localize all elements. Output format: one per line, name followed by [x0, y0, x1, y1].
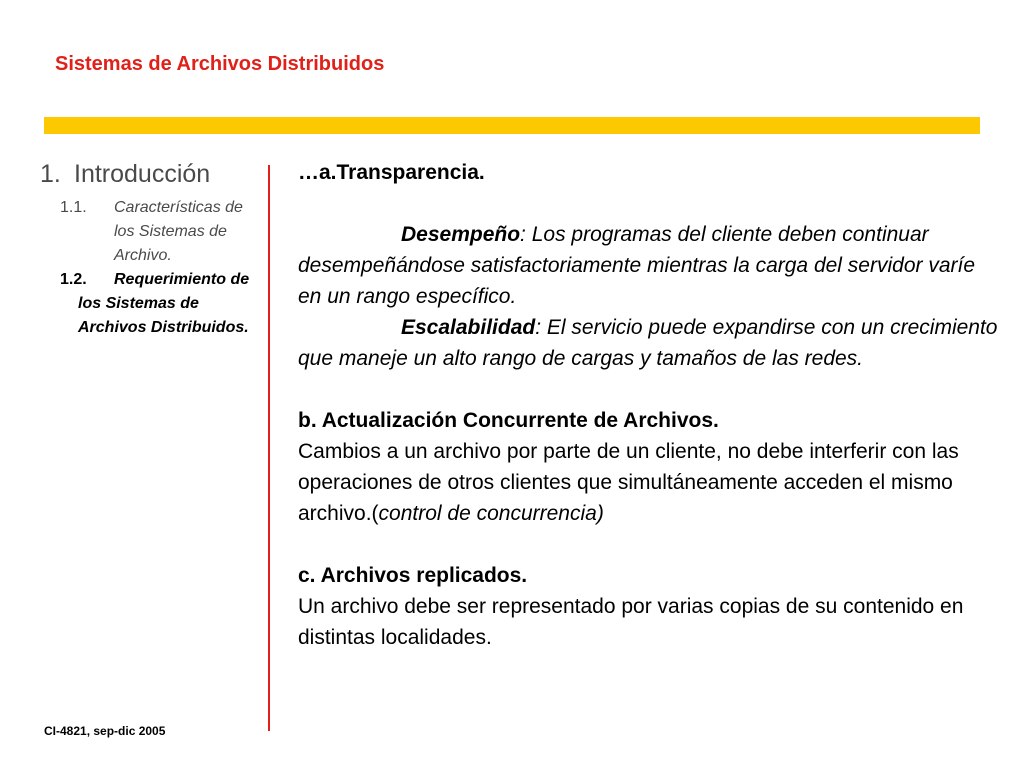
desempeno-term: Desempeño — [401, 223, 521, 246]
outline-item-text: Requerimiento de los Sistemas de Archivos Distribuidos. — [78, 271, 250, 336]
outline-item-number: 1.1. — [60, 199, 87, 216]
concurrente-heading: b. Actualización Concurrente de Archivos. — [298, 409, 719, 432]
spacer — [298, 188, 998, 219]
spacer — [298, 529, 998, 560]
replicados-heading: c. Archivos replicados. — [298, 564, 528, 587]
outline-item-active — [40, 268, 260, 340]
section-number: 1. — [40, 160, 61, 188]
vertical-divider — [268, 165, 270, 731]
concurrente-text: Cambios a un archivo por parte de un cliente, no debe interferir con las operaciones de otros clientes que simultáneamente acceden el mismo archivo.( — [298, 440, 959, 525]
sidebar-outline — [40, 158, 260, 340]
spacer — [298, 374, 998, 405]
escalabilidad-text: : El servicio puede expandirse con un crecimiento que maneje un alto rango de cargas y tamaños de las redes. — [298, 316, 998, 370]
transparencia-heading: …a.Transparencia. — [298, 161, 485, 184]
footer-course-label: CI-4821, sep-dic 2005 — [44, 724, 166, 738]
section-heading — [40, 158, 260, 190]
concurrente-emphasis: control de concurrencia) — [378, 502, 604, 525]
escalabilidad-paragraph — [298, 312, 998, 374]
concurrente-paragraph — [298, 436, 998, 529]
escalabilidad-term: Escalabilidad — [401, 316, 536, 339]
outline-item — [40, 196, 260, 268]
outline-item-number: 1.2. — [60, 271, 87, 288]
section-title: Introducción — [74, 160, 211, 188]
desempeno-paragraph — [298, 219, 998, 312]
replicados-paragraph: Un archivo debe ser representado por varias copias de su contenido en distintas localidades. — [298, 595, 964, 649]
desempeno-text: : Los programas del cliente deben continuar desempeñándose satisfactoriamente mientras la carga del servidor varíe en un rango específico. — [298, 223, 976, 308]
outline-item-text: Características de los Sistemas de Archivo. — [114, 199, 243, 264]
header-accent-bar — [44, 117, 980, 134]
slide-title: Sistemas de Archivos Distribuidos — [55, 53, 385, 75]
main-content — [298, 157, 998, 653]
